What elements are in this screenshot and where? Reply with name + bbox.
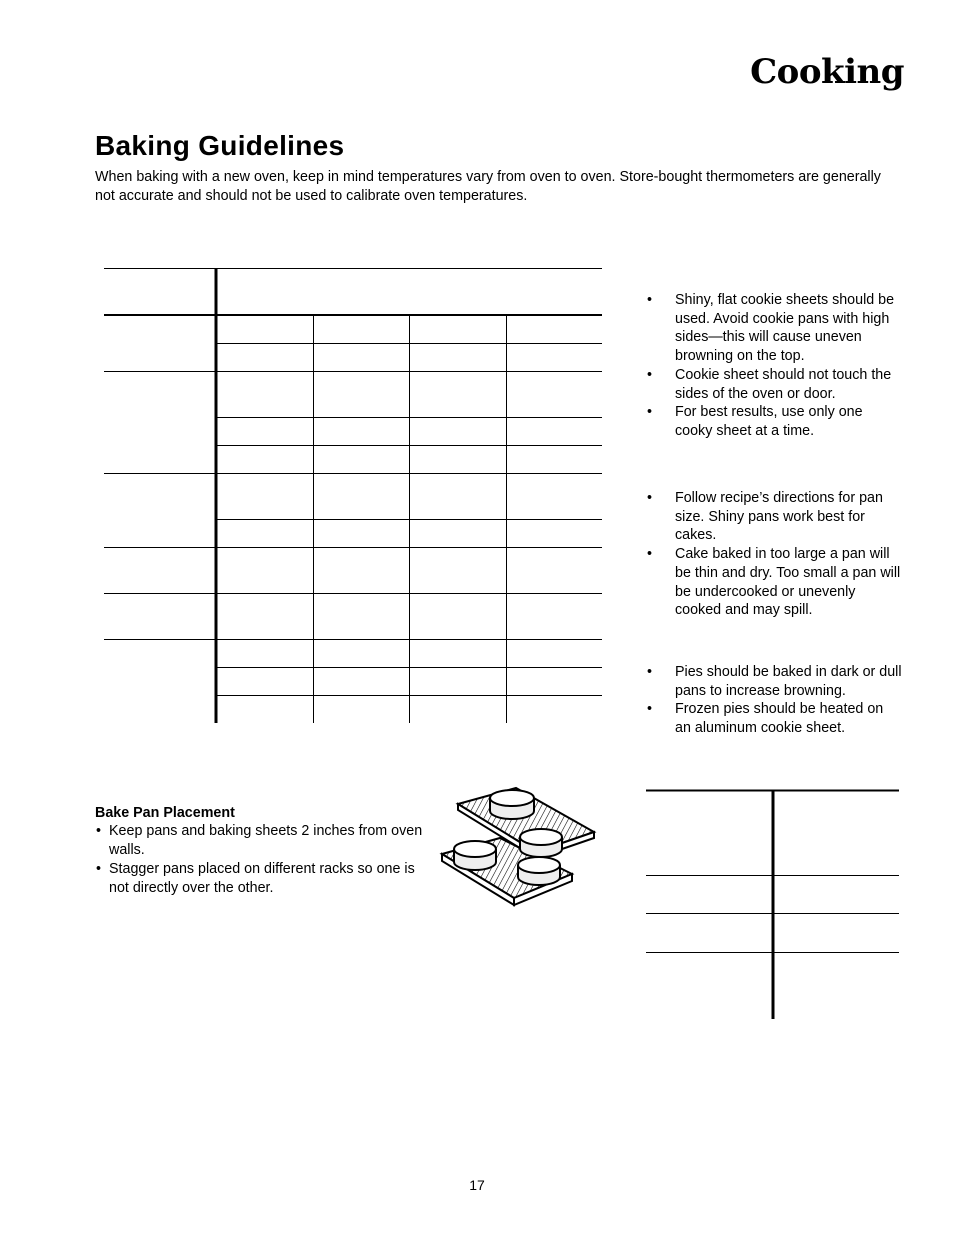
list-item: • Cookie sheet should not touch the sides of the oven or door. (646, 366, 902, 403)
cakes-tips-list (646, 489, 902, 620)
chapter-title: Cooking (750, 52, 904, 92)
list-item: • Follow recipe’s directions for pan size. Shiny pans work best for cakes. (646, 489, 902, 545)
list-item: • Shiny, flat cookie sheets should be used. Avoid cookie pans with high sides—this will cause uneven browning on the top. (646, 291, 902, 366)
cookies-tips-list (646, 291, 902, 441)
cake-pan (490, 790, 534, 819)
list-item: • Frozen pies should be heated on an aluminum cookie sheet. (646, 700, 902, 737)
intro-paragraph: When baking with a new oven, keep in mind temperatures vary from oven to oven. Store-bought thermometers are generally not accurate and should not be used to calibrate oven temperatures. (95, 169, 881, 204)
placement-list (95, 822, 430, 898)
list-item: • For best results, use only one cooky sheet at a time. (646, 403, 902, 440)
list-item: • Stagger pans placed on different racks so one is not directly over the other. (95, 860, 430, 898)
small-table (646, 791, 899, 1020)
list-item: • Pies should be baked in dark or dull pans to increase browning. (646, 663, 902, 700)
pies-tips-list (646, 663, 902, 738)
oven-racks-illustration (436, 780, 601, 915)
list-item: • Cake baked in too large a pan will be thin and dry. Too small a pan will be undercooked or unevenly cooked and may spill. (646, 545, 902, 620)
cake-pan (520, 829, 562, 857)
cake-pan (518, 857, 560, 885)
list-item: • Keep pans and baking sheets 2 inches from oven walls. (95, 822, 430, 860)
page-number: 17 (469, 1177, 485, 1193)
placement-heading: Bake Pan Placement (95, 805, 235, 821)
cake-pan (454, 841, 496, 870)
section-title: Baking Guidelines (95, 130, 345, 161)
